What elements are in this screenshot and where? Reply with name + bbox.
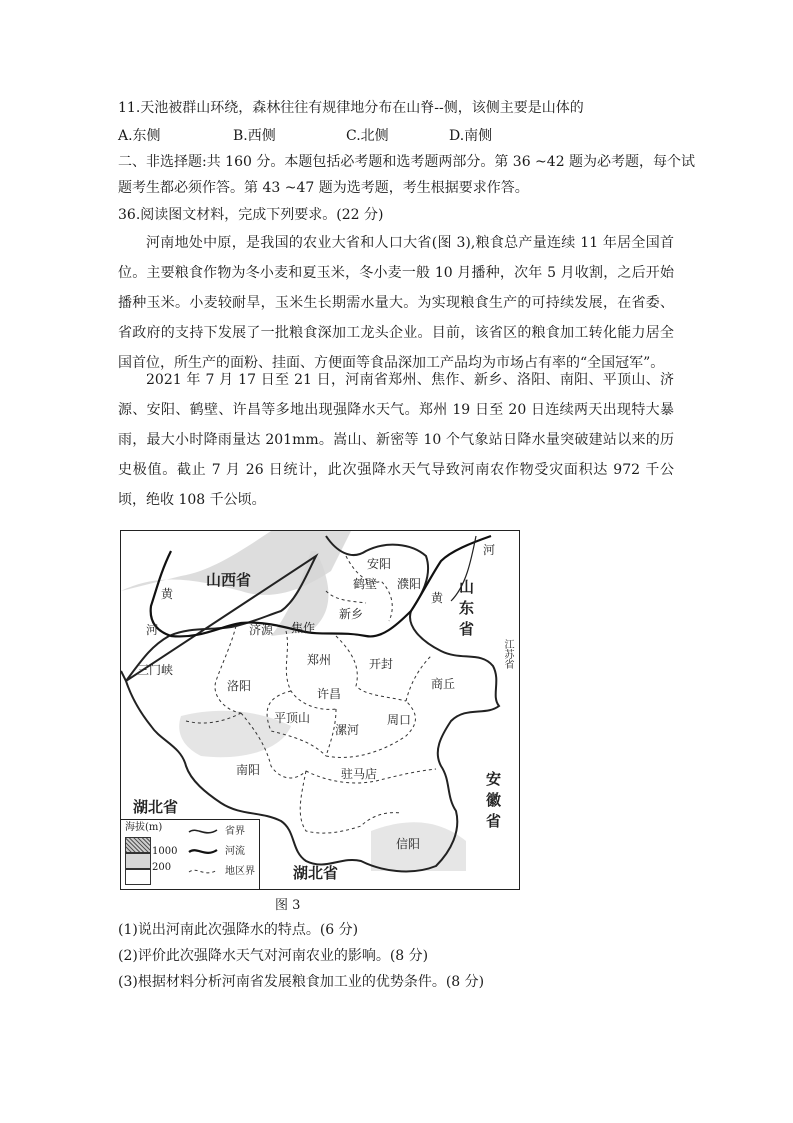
label-hubei-province-west: 湖北省 <box>133 798 179 816</box>
legend-province-border-line <box>189 830 217 833</box>
section-2-line-1: 二、非选择题:共 160 分。本题包括必考题和选考题两部分。第 36 ~42 题为必考题，每个试 <box>118 154 696 170</box>
label-zhumadian: 驻马店 <box>341 767 378 781</box>
label-xinyang: 信阳 <box>396 837 421 851</box>
legend-altitude-title: 海拔(m) <box>125 822 163 833</box>
legend-swatch-low <box>125 869 151 885</box>
henan-map <box>120 530 520 890</box>
label-sanmenxia: 三门峡 <box>137 663 174 677</box>
label-shangqiu: 商丘 <box>431 677 456 691</box>
subquestion-1: (1)说出河南此次强降水的特点。(6 分) <box>118 922 359 938</box>
label-jiyuan: 济源 <box>249 623 274 637</box>
label-nanyang: 南阳 <box>236 763 261 777</box>
legend-province-border: 省界 <box>225 826 245 837</box>
legend-level-1000: 1000 <box>152 846 178 857</box>
label-puyang: 濮阳 <box>397 577 422 591</box>
section-2-line-2: 题考生都必须作答。第 43 ~47 题为选考题，考生根据要求作答。 <box>118 180 529 196</box>
question-36-header: 36.阅读图文材料，完成下列要求。(22 分) <box>118 207 384 223</box>
option-b: B.西侧 <box>233 128 276 144</box>
label-luohe: 漯河 <box>335 723 360 737</box>
map-legend <box>121 819 260 890</box>
label-kaifeng: 开封 <box>369 657 394 671</box>
legend-river: 河流 <box>225 846 245 857</box>
question-11-stem: 11.天池被群山环绕，森林往往有规律地分布在山脊--侧，该侧主要是山体的 <box>118 100 584 116</box>
subquestion-3: (3)根据材料分析河南省发展粮食加工业的优势条件。(8 分) <box>118 974 485 990</box>
label-anyang: 安阳 <box>367 557 392 571</box>
label-zhengzhou: 郑州 <box>307 653 332 667</box>
legend-region-border-line <box>189 870 217 873</box>
legend-region-border: 地区界 <box>225 866 255 877</box>
legend-river-line <box>189 850 217 853</box>
region-border-6 <box>406 656 431 701</box>
region-border-3 <box>215 626 241 713</box>
label-huang-west-1: 黄 <box>161 587 174 601</box>
question-36-paragraph-2: 2021 年 7 月 17 日至 21 日，河南省郑州、焦作、新乡、洛阳、南阳、平顶山、济源、安阳、鹤壁、许昌等多地出现强降水天气。郑州 19 日至 20 日连续两天出现特大暴雨，最大小时降雨量达 201mm。嵩山、新密等 10 个气象站日降水量突破建站以来的历史极值。截止 7 月 26 日统计，此次强降水天气导致河南农作物受灾面积达 972 千公顷，绝收 108 千公顷。 <box>118 372 674 508</box>
option-d: D.南侧 <box>449 128 493 144</box>
legend-swatch-mid <box>125 853 151 869</box>
label-huang-west-2: 河 <box>146 623 159 637</box>
label-jiangsu-province: 江苏省 <box>502 639 513 669</box>
option-c: C.北侧 <box>346 128 389 144</box>
label-he-top: 河 <box>483 543 496 557</box>
legend-level-200: 200 <box>152 862 172 873</box>
legend-line-symbols <box>187 826 223 882</box>
label-shanxi-province: 山西省 <box>206 571 252 589</box>
label-hebi: 鹤壁 <box>353 577 378 591</box>
label-luoyang: 洛阳 <box>227 679 252 693</box>
label-shandong-province: 山东省 <box>457 579 475 642</box>
figure-caption: 图 3 <box>275 898 301 913</box>
option-a: A.东侧 <box>118 128 161 144</box>
label-xuchang: 许昌 <box>317 687 342 701</box>
label-huang-east: 黄 <box>431 591 444 605</box>
label-jiaozuo: 焦作 <box>291 621 316 635</box>
question-36-paragraph-1: 河南地处中原，是我国的农业大省和人口大省(图 3),粮食总产量连续 11 年居全国首位。主要粮食作物为冬小麦和夏玉米，冬小麦一般 10 月播种，次年 5 月收割，之后开始播种玉米。小麦较耐旱，玉米生长期需水量大。为实现粮食生产的可持续发展，在省委、省政府的支持下发展了一批粮食深加工龙头企业。目前，该省区的粮食加工转化能力居全国首位，所生产的面粉、挂面、方便面等食品深加工产品均为市场占有率的“全国冠军”。 <box>118 235 674 371</box>
region-border-2 <box>326 591 366 603</box>
label-pingdingshan: 平顶山 <box>274 711 311 725</box>
label-zhoukou: 周口 <box>387 713 412 727</box>
label-anhui-province: 安徽省 <box>484 771 502 834</box>
label-xinxiang: 新乡 <box>339 607 364 621</box>
legend-swatch-high <box>125 837 151 853</box>
subquestion-2: (2)评价此次强降水天气对河南农业的影响。(8 分) <box>118 948 429 964</box>
label-hubei-province-south: 湖北省 <box>293 864 339 882</box>
